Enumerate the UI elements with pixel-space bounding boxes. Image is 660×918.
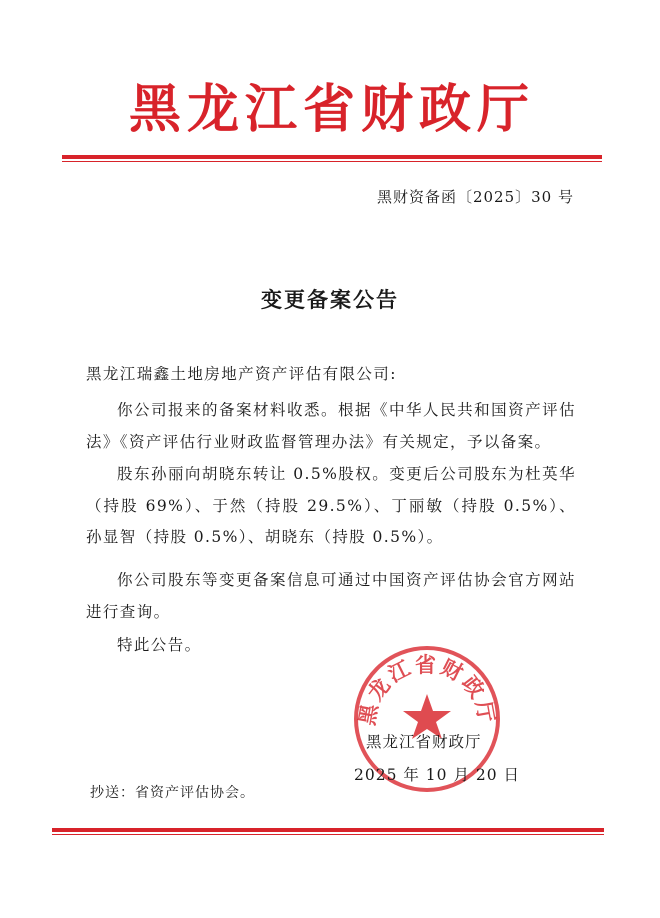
header-red-rule-thin: [62, 161, 602, 162]
cc-line: 抄送：省资产评估协会。: [90, 785, 255, 801]
body-paragraph-4: 特此公告。: [117, 636, 202, 654]
seal-text: 黑龙江省财政厅: [354, 651, 500, 728]
header-red-rule: [62, 155, 602, 159]
notice-title: 变更备案公告: [261, 287, 399, 312]
body-paragraph-3: 你公司股东等变更备案信息可通过中国资产评估协会官方网站进行查询。: [86, 571, 576, 621]
footer-red-rule-thin: [52, 834, 604, 835]
org-header-title: 黑龙江省财政厅: [128, 79, 535, 140]
signature-org: 黑龙江省财政厅: [366, 733, 482, 751]
signature-date: 2025 年 10 月 20 日: [354, 766, 521, 784]
body-paragraph-2: 股东孙丽向胡晓东转让 0.5%股权。变更后公司股东为杜英华（持股 69%）、于然（持股 29.5%）、丁丽敏（持股 0.5%）、孙显智（持股 0.5%）、胡晓东（持股 0.5%）。: [86, 465, 576, 546]
addressee: 黑龙江瑞鑫土地房地产资产评估有限公司:: [86, 365, 397, 383]
footer-red-rule: [52, 828, 604, 832]
body-paragraph-1: 你公司报来的备案材料收悉。根据《中华人民共和国资产评估法》《资产评估行业财政监督管理办法》有关规定，予以备案。: [86, 401, 576, 451]
document-number: 黑财资备函〔2025〕30 号: [376, 188, 574, 206]
